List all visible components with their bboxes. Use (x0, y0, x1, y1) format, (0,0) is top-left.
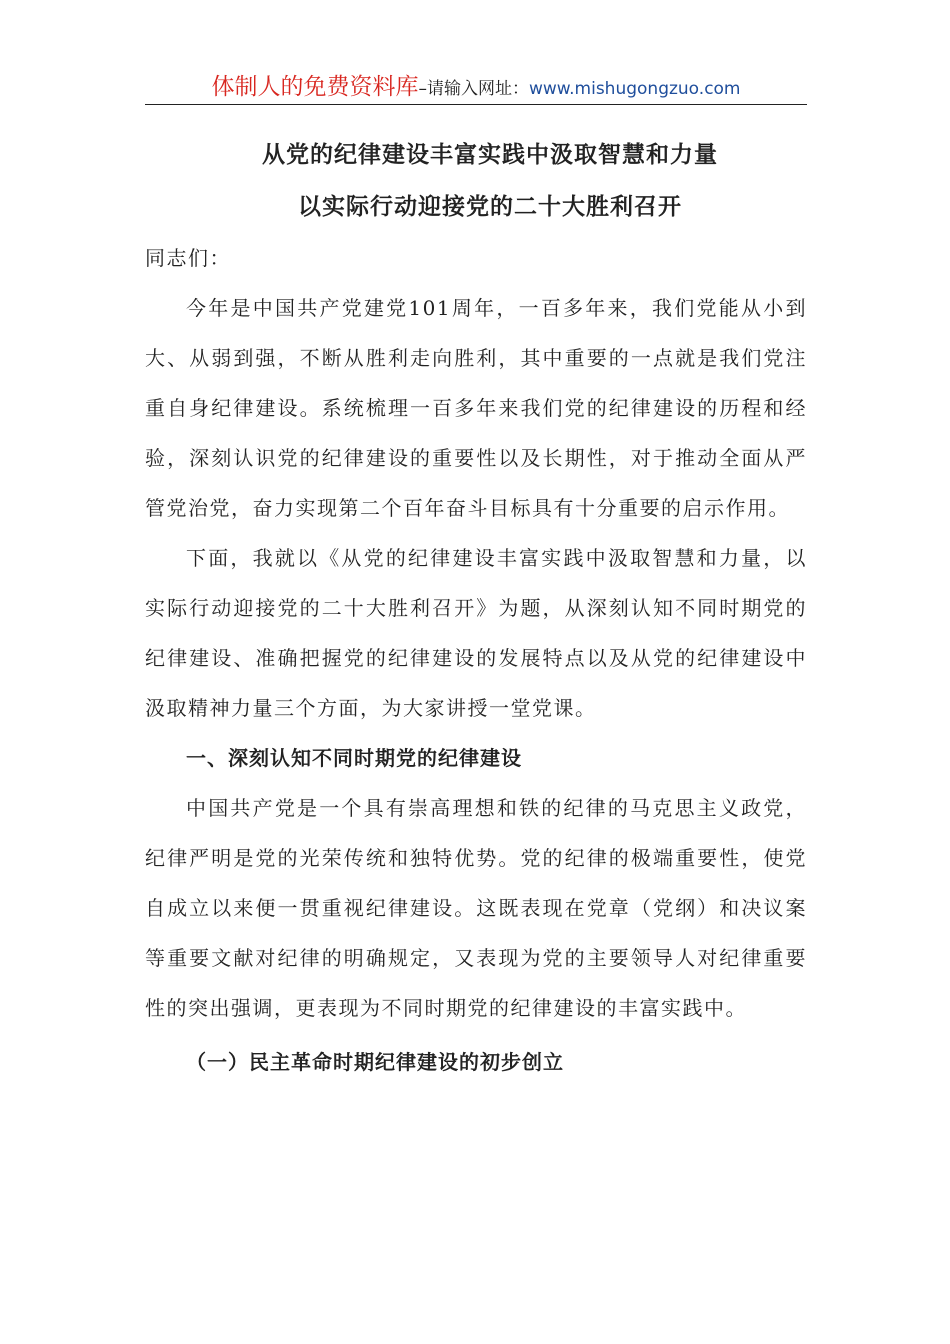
header-url-link[interactable]: www.mishugongzuo.com (528, 79, 741, 99)
paragraph-section-1: 中国共产党是一个具有崇高理想和铁的纪律的马克思主义政党，纪律严明是党的光荣传统和独特优势。党的纪律的极端重要性，使党自成立以来便一贯重视纪律建设。这既表现在党章（党纲）和决议案等重要文献对纪律的明确规定，又表现为党的主要领导人对纪律重要性的突出强调，更表现为不同时期党的纪律建设的丰富实践中。 (145, 796, 807, 1020)
paragraph-outline: 下面，我就以《从党的纪律建设丰富实践中汲取智慧和力量，以实际行动迎接党的二十大胜利召开》为题，从深刻认知不同时期党的纪律建设、准确把握党的纪律建设的发展特点以及从党的纪律建设中汲取精神力量三个方面，为大家讲授一堂党课。 (145, 546, 807, 720)
document-body (145, 233, 807, 1087)
page-header (145, 72, 807, 105)
document-title-line-1: 从党的纪律建设丰富实践中汲取智慧和力量 (262, 142, 718, 168)
header-brand: 体制人的免费资料库 (211, 74, 419, 100)
section-heading-1: 一、深刻认知不同时期党的纪律建设 (186, 746, 522, 770)
salutation: 同志们： (145, 246, 231, 270)
header-separator: –请输入网址： (418, 79, 529, 99)
paragraph-intro: 今年是中国共产党建党101周年，一百多年来，我们党能从小到大、从弱到强，不断从胜利走向胜利，其中重要的一点就是我们党注重自身纪律建设。系统梳理一百多年来我们党的纪律建设的历程和经验，深刻认识党的纪律建设的重要性以及长期性，对于推动全面从严管党治党，奋力实现第二个百年奋斗目标具有十分重要的启示作用。 (145, 296, 807, 520)
subsection-heading-1: （一）民主革命时期纪律建设的初步创立 (186, 1050, 564, 1074)
document-title-line-2: 以实际行动迎接党的二十大胜利召开 (298, 194, 682, 220)
